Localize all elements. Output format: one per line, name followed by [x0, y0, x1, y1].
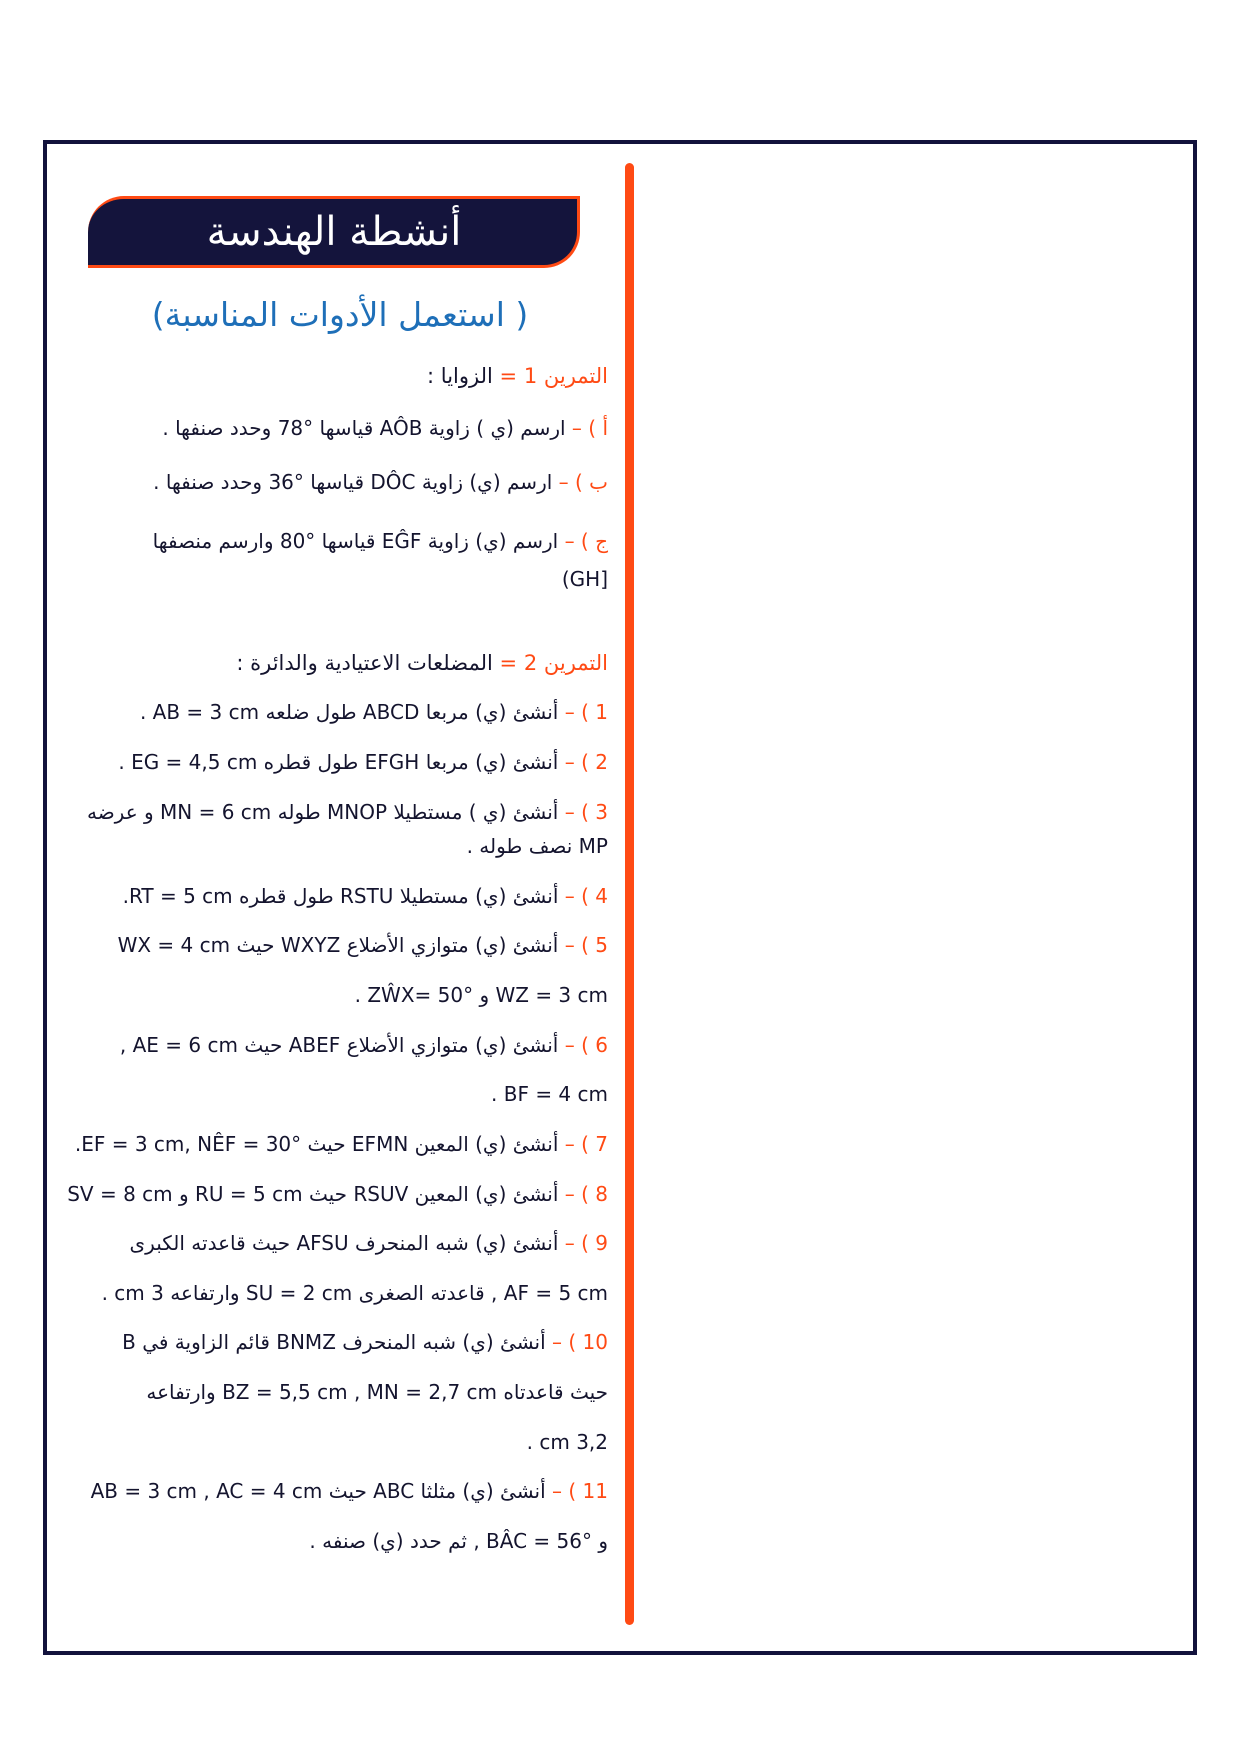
exercise-2-line [68, 1328, 608, 1356]
exercise-1-title: الزوايا : [427, 364, 493, 388]
exercise-2-line [68, 1477, 608, 1505]
line-text: أنشئ (ي) مربعا ABCD طول ضلعه AB = 3 cm . [139, 700, 559, 724]
line-text: BF = 4 cm . [491, 1082, 608, 1106]
line-marker: 5 ) – [564, 933, 608, 957]
exercise-1-item [68, 468, 608, 496]
exercise-2-line [68, 1378, 608, 1406]
line-marker: 2 ) – [564, 750, 608, 774]
page-title: أنشطة الهندسة [206, 209, 462, 255]
exercise-2-line [68, 981, 608, 1009]
line-text: أنشئ (ي) شبه المنحرف AFSU حيث قاعدته الكبرى [129, 1231, 559, 1255]
exercise-2-line [48, 1279, 608, 1307]
exercise-2-title: المضلعات الاعتيادية والدائرة : [236, 651, 493, 675]
line-text: أنشئ (ي) مثلثا ABC حيث AB = 3 cm , AC = 4 cm [90, 1479, 546, 1503]
exercise-1-item [68, 414, 608, 442]
exercise-2-heading [68, 649, 608, 677]
exercise-2-line [68, 882, 608, 910]
item-text: ارسم (ي) زاوية DÔC قياسها °36 وحدد صنفها . [153, 470, 553, 494]
line-marker: 6 ) – [564, 1033, 608, 1057]
line-text: أنشئ (ي) متوازي الأضلاع ABEF حيث AE = 6 cm , [119, 1033, 559, 1057]
exercise-1-item [68, 527, 608, 555]
exercise-1-heading [68, 362, 608, 390]
line-marker: 1 ) – [564, 700, 608, 724]
exercise-2-line [68, 931, 608, 959]
exercise-2-line [68, 698, 608, 726]
line-text: أنشئ (ي) شبه المنحرف BNMZ قائم الزاوية في B [122, 1330, 546, 1354]
line-text: حيث قاعدتاه BZ = 5,5 cm , MN = 2,7 cm وارتفاعه [146, 1380, 608, 1404]
line-marker: 3 ) – [564, 800, 608, 824]
line-marker: 8 ) – [564, 1182, 608, 1206]
line-text: MP نصف طوله . [466, 834, 608, 858]
line-text: AF = 5 cm , قاعدته الصغرى SU = 2 cm وارتفاعه 3 cm . [101, 1281, 608, 1305]
page-subtitle: ( استعمل الأدوات المناسبة) [151, 294, 529, 334]
exercise-2-line [68, 1080, 608, 1108]
exercise-2-line [68, 1229, 608, 1257]
item-text: ارسم (ي) زاوية EĜF قياسها °80 وارسم منصفها [152, 529, 559, 553]
exercise-2-label: التمرين 2 = [499, 651, 608, 675]
exercise-1-continuation: [GH) [561, 567, 608, 591]
line-marker: 10 ) – [552, 1330, 608, 1354]
item-text: ارسم (ي ) زاوية AÔB قياسها °78 وحدد صنفها . [162, 416, 566, 440]
line-text: أنشئ (ي ) مستطيلا MNOP طوله MN = 6 cm و عرضه [86, 800, 559, 824]
exercise-2-line [68, 832, 608, 860]
exercise-1-label: التمرين 1 = [499, 364, 608, 388]
line-text: و BÂC = 56° , ثم حدد (ي) صنفه . [309, 1529, 608, 1553]
line-text: WZ = 3 cm و ZŴX= 50° . [354, 983, 608, 1007]
line-text: أنشئ (ي) مربعا EFGH طول قطره EG = 4,5 cm . [118, 750, 559, 774]
line-text: أنشئ (ي) المعين EFMN حيث EF = 3 cm, NÊF = 30°. [74, 1132, 559, 1156]
item-marker: ب ) – [558, 470, 608, 494]
exercise-2-line [68, 1527, 608, 1555]
line-text: أنشئ (ي) متوازي الأضلاع WXYZ حيث WX = 4 cm [117, 933, 559, 957]
exercise-2-line [68, 1031, 608, 1059]
line-text: أنشئ (ي) مستطيلا RSTU طول قطره RT = 5 cm. [122, 884, 559, 908]
line-marker: 9 ) – [564, 1231, 608, 1255]
exercise-2-line [68, 1428, 608, 1456]
exercise-2-line [68, 1130, 608, 1158]
line-marker: 7 ) – [564, 1132, 608, 1156]
line-marker: 11 ) – [552, 1479, 608, 1503]
line-text: 3,2 cm . [526, 1430, 608, 1454]
item-marker: ج ) – [564, 529, 608, 553]
line-marker: 4 ) – [564, 884, 608, 908]
exercise-2-line [68, 748, 608, 776]
exercise-2-line [48, 1180, 608, 1208]
item-marker: أ ) – [571, 416, 608, 440]
line-text: أنشئ (ي) المعين RSUV حيث RU = 5 cm و SV = 8 cm [67, 1182, 559, 1206]
exercise-2-line [68, 798, 608, 826]
column-divider [625, 163, 634, 1625]
